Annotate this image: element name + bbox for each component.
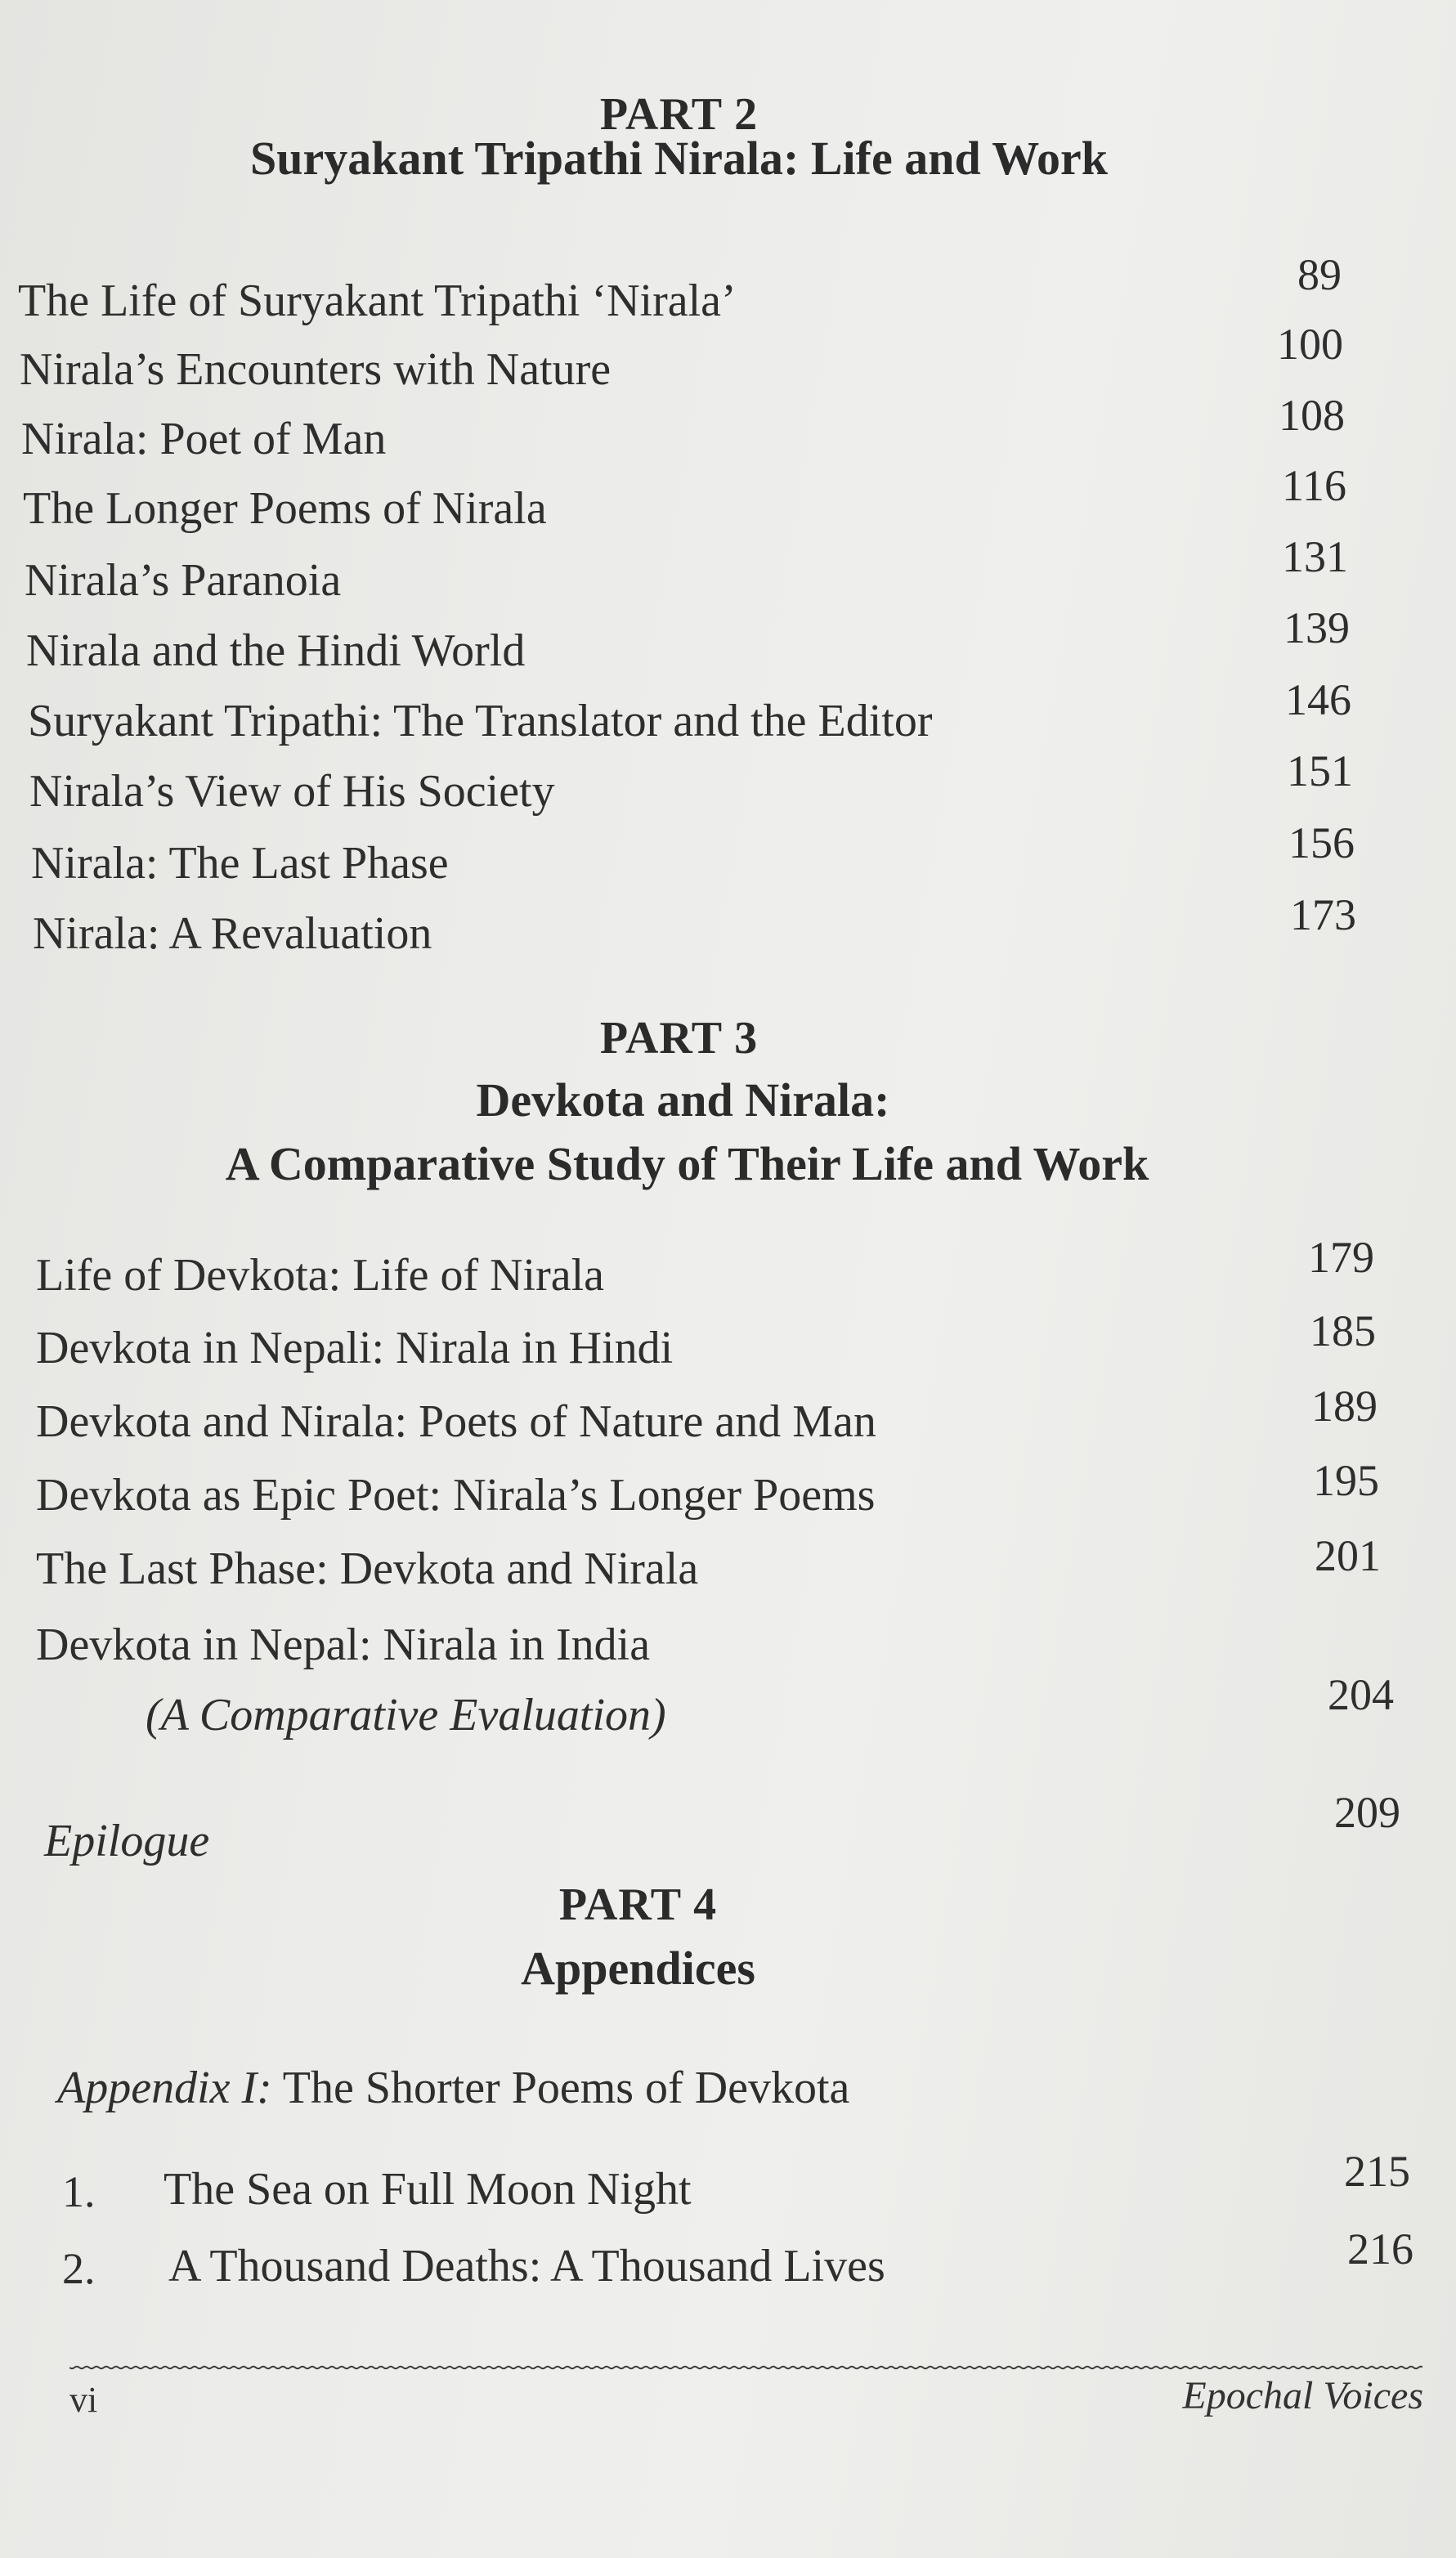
page-folio: vi: [69, 2380, 98, 2420]
toc-entry-page: 100: [1277, 320, 1343, 369]
part2-subtitle: Suryakant Tripathi Nirala: Life and Work: [249, 132, 1108, 185]
part4-heading: PART 4: [558, 1879, 718, 1930]
toc-entry-page: 151: [1287, 746, 1353, 795]
toc-entry-page: 116: [1282, 461, 1346, 510]
appendix-heading: [57, 2062, 849, 2114]
toc-entry-page: 201: [1315, 1531, 1381, 1580]
toc-entry-page: 195: [1313, 1456, 1379, 1505]
appendix-label: Appendix I:: [57, 2063, 272, 2113]
appendix-item-title: A Thousand Deaths: A Thousand Lives: [168, 2241, 885, 2291]
epilogue-title: Epilogue: [44, 1816, 210, 1866]
part3-subtitle-line2: A Comparative Study of Their Life and Work: [225, 1137, 1149, 1190]
toc-entry-page: 131: [1282, 532, 1348, 581]
toc-entry-title: Nirala: Poet of Man: [21, 414, 387, 464]
appendix-item-page: 216: [1347, 2224, 1413, 2274]
toc-entry-title: Devkota in Nepal: Nirala in India: [36, 1619, 651, 1670]
appendix-item-title: The Sea on Full Moon Night: [164, 2164, 692, 2215]
toc-entry-page: 139: [1284, 603, 1350, 652]
toc-entry-page: 173: [1290, 890, 1356, 939]
appendix-title: The Shorter Poems of Devkota: [282, 2063, 850, 2113]
toc-entry-page: 185: [1310, 1306, 1376, 1355]
toc-entry-title: Devkota and Nirala: Poets of Nature and Man: [36, 1396, 876, 1447]
toc-entry-subtitle: (A Comparative Evaluation): [146, 1690, 666, 1740]
toc-entry-title: The Life of Suryakant Tripathi ‘Nirala’: [18, 276, 737, 326]
part4-subtitle: Appendices: [521, 1942, 755, 1995]
toc-entry-title: Nirala’s View of His Society: [29, 766, 555, 817]
appendix-item-page: 215: [1344, 2147, 1410, 2196]
appendix-item-number: 1.: [62, 2167, 96, 2216]
toc-entry-page: 89: [1297, 250, 1342, 299]
toc-entry-page: 204: [1328, 1670, 1394, 1719]
toc-entry-page: 146: [1285, 675, 1351, 724]
part2-heading: PART 2: [599, 89, 759, 140]
toc-entry-title: Life of Devkota: Life of Nirala: [36, 1250, 605, 1301]
toc-entry-title: Nirala: A Revaluation: [33, 908, 432, 959]
toc-entry-title: Nirala and the Hindi World: [26, 625, 526, 676]
toc-entry-title: Devkota as Epic Poet: Nirala’s Longer Poems: [36, 1470, 876, 1521]
toc-entry-title: Suryakant Tripathi: The Translator and the Editor: [28, 696, 933, 746]
book-title-footer: Epochal Voices: [1182, 2374, 1423, 2417]
toc-entry-page: 156: [1288, 818, 1355, 867]
part3-subtitle-line1: Devkota and Nirala:: [476, 1073, 890, 1127]
toc-entry-page: 108: [1279, 391, 1345, 440]
toc-entry-title: Nirala’s Encounters with Nature: [20, 344, 612, 395]
toc-entry-page: 189: [1311, 1382, 1378, 1431]
toc-entry-title: Nirala: The Last Phase: [31, 838, 449, 889]
toc-entry-title: The Last Phase: Devkota and Nirala: [36, 1543, 699, 1594]
toc-entry-title: The Longer Poems of Nirala: [23, 483, 547, 534]
appendix-item-number: 2.: [62, 2244, 96, 2293]
part3-heading: PART 3: [599, 1013, 759, 1064]
epilogue-page: 209: [1334, 1788, 1400, 1837]
footer-rule: [69, 2365, 1422, 2370]
toc-entry-page: 179: [1308, 1233, 1374, 1282]
toc-entry-title: Devkota in Nepali: Nirala in Hindi: [36, 1323, 674, 1373]
toc-entry-title: Nirala’s Paranoia: [25, 555, 342, 606]
